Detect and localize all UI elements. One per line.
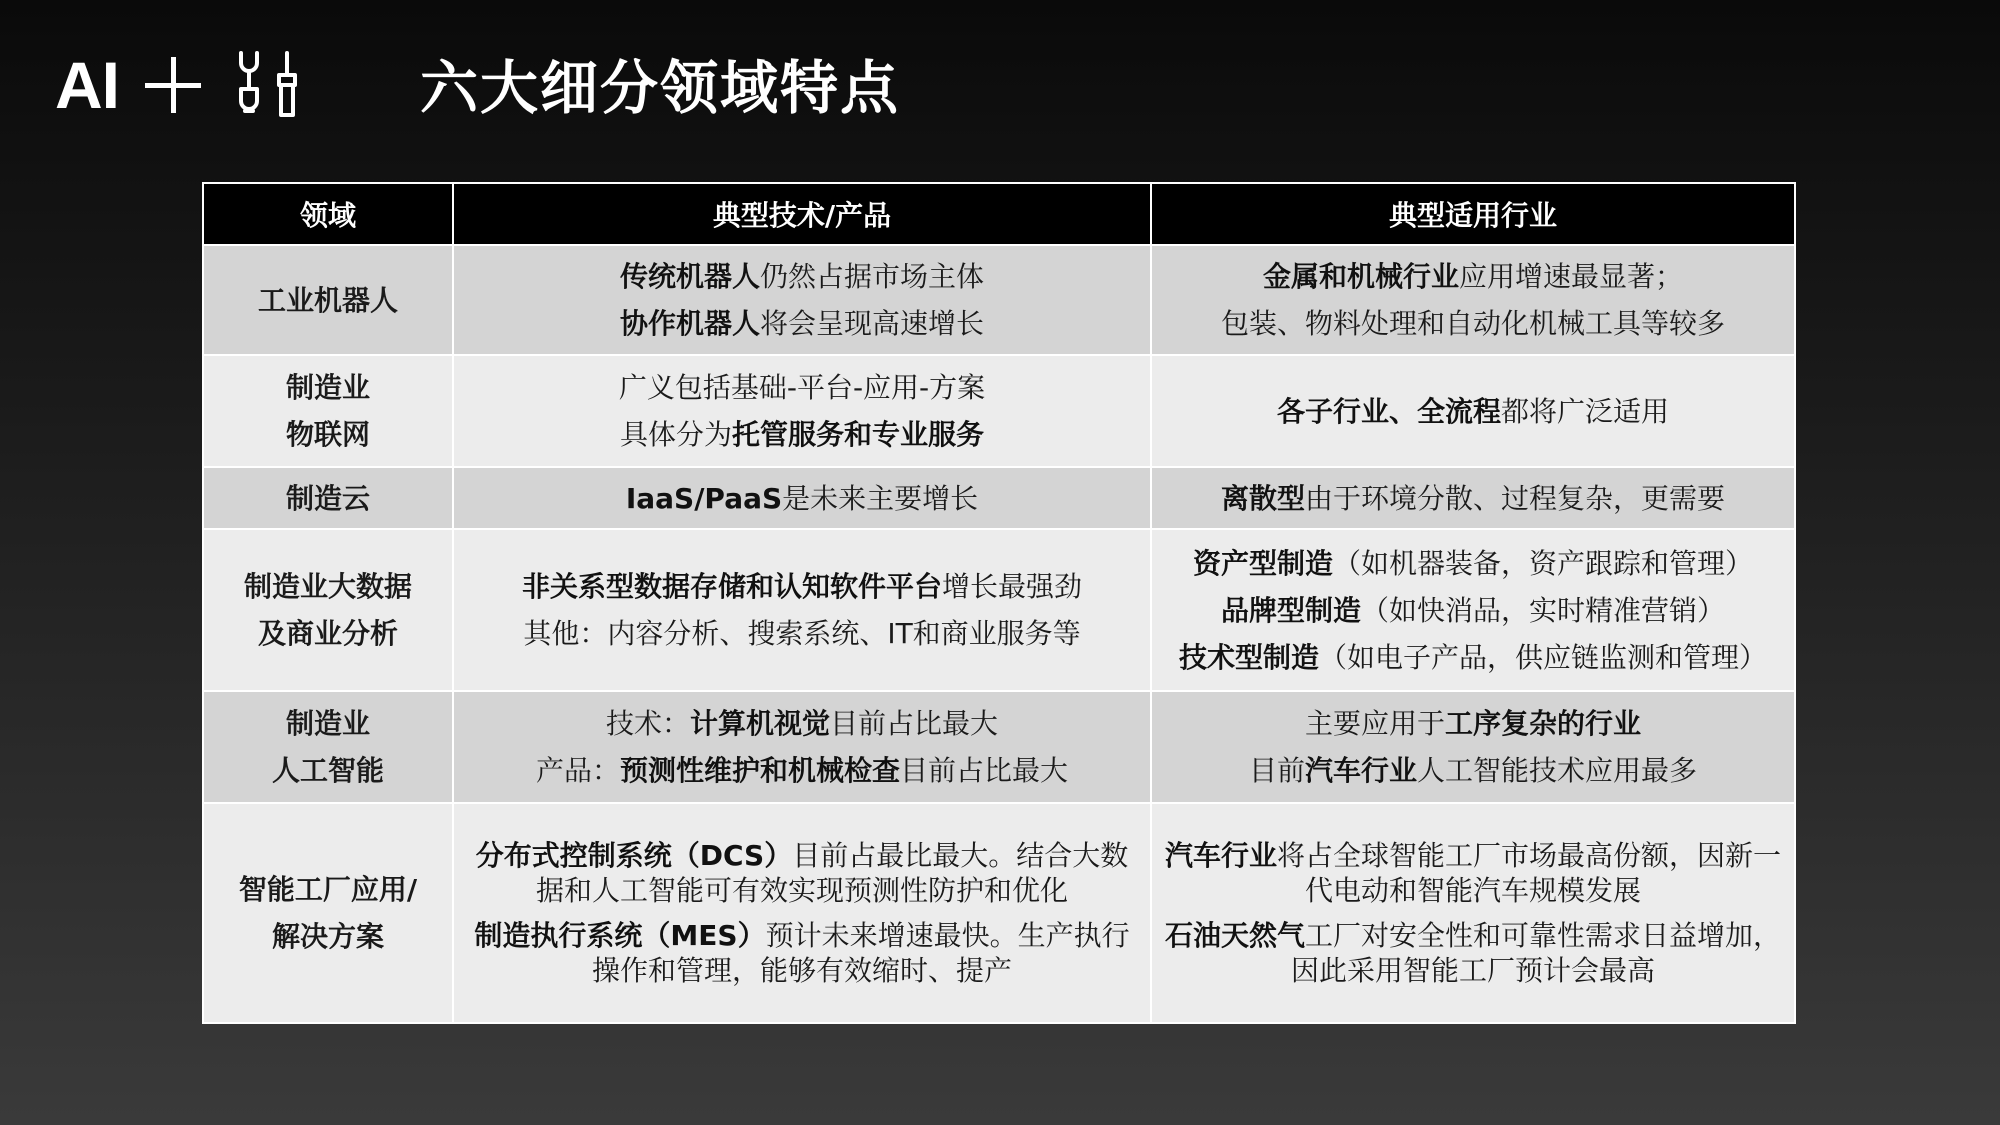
domain-line: 人工智能 — [271, 754, 384, 787]
body-text: 目前占最比最大。结合大数据和人工智能可有效实现预测性防护和优化 — [535, 839, 1129, 907]
ai-tools-logo — [55, 45, 309, 125]
body-text: 预计未来增速最快。生产执行操作和管理，能够有效缩时、提产 — [591, 919, 1130, 987]
tech-line — [466, 918, 1138, 988]
domain-cell — [203, 467, 453, 529]
emphasis-text: 计算机视觉 — [689, 707, 830, 740]
body-text: 人工智能技术应用最多 — [1417, 754, 1698, 787]
emphasis-text: 传统机器人 — [619, 260, 760, 293]
domain-line: 制造业大数据 — [243, 570, 412, 603]
tech-cell — [453, 245, 1151, 355]
industry-line — [1164, 700, 1782, 747]
industry-cell — [1151, 691, 1795, 803]
emphasis-text: 汽车行业 — [1304, 754, 1417, 787]
header-domain: 领域 — [203, 183, 453, 245]
industry-line — [1164, 253, 1782, 300]
tech-line — [466, 300, 1138, 347]
domain-line: 及商业分析 — [257, 617, 398, 650]
industry-cell — [1151, 355, 1795, 467]
body-text: 是未来主要增长 — [782, 481, 979, 515]
tech-cell — [453, 691, 1151, 803]
body-text: （如电子产品，供应链监测和管理） — [1319, 640, 1768, 674]
body-text: （如快消品，实时精准营销） — [1361, 593, 1726, 627]
tech-cell — [453, 467, 1151, 529]
emphasis-text: 协作机器人 — [619, 307, 760, 340]
domain-line: 制造业 — [285, 707, 370, 740]
table-row — [203, 803, 1795, 1023]
body-text: 仍然占据市场主体 — [760, 260, 985, 293]
industry-line — [1164, 300, 1782, 347]
tech-cell — [453, 529, 1151, 691]
emphasis-text: 石油天然气 — [1164, 919, 1305, 952]
body-text: 具体分为 — [619, 418, 732, 451]
tech-line — [466, 364, 1138, 411]
industry-line — [1164, 587, 1782, 634]
body-text: 其他：内容分析、搜索系统、IT和商业服务等 — [523, 617, 1081, 650]
domain-line: 解决方案 — [271, 920, 384, 953]
page-title: 六大细分领域特点 — [420, 54, 901, 122]
emphasis-text: 汽车行业 — [1164, 839, 1277, 872]
tech-line — [466, 838, 1138, 908]
body-text: （如机器装备，资产跟踪和管理） — [1333, 546, 1754, 580]
body-text: 目前 — [1248, 754, 1305, 787]
tech-line — [466, 610, 1138, 657]
industry-line — [1164, 634, 1782, 681]
industry-line — [1164, 747, 1782, 794]
emphasis-text: 离散型 — [1220, 481, 1305, 515]
emphasis-text: 品牌型制造 — [1220, 593, 1361, 627]
tech-line — [466, 700, 1138, 747]
tech-cell — [453, 355, 1151, 467]
body-text: 增长最强劲 — [942, 570, 1083, 603]
industry-line — [1164, 388, 1782, 435]
industry-cell — [1151, 529, 1795, 691]
body-text: 广义包括基础-平台-应用-方案 — [618, 371, 986, 404]
body-text: 目前占比最大 — [900, 754, 1069, 787]
industry-cell — [1151, 467, 1795, 529]
domain-cell — [203, 529, 453, 691]
body-text: 将占全球智能工厂市场最高份额，因新一代电动和智能汽车规模发展 — [1277, 839, 1782, 907]
emphasis-text: 技术型制造 — [1178, 640, 1319, 674]
tech-line — [466, 747, 1138, 794]
body-text: 将会呈现高速增长 — [760, 307, 985, 340]
tech-line — [466, 475, 1138, 522]
emphasis-text: 各子行业、全流程 — [1276, 394, 1501, 428]
emphasis-text: 托管服务和专业服务 — [732, 418, 985, 451]
domain-line: 工业机器人 — [257, 283, 398, 317]
emphasis-text: 资产型制造 — [1192, 546, 1333, 580]
industry-cell — [1151, 245, 1795, 355]
domain-line: 制造业 — [285, 371, 370, 404]
header-tech: 典型技术/产品 — [453, 183, 1151, 245]
emphasis-text: 分布式控制系统（DCS） — [475, 839, 793, 872]
domain-cell — [203, 355, 453, 467]
logo-text: AI — [55, 48, 119, 122]
industry-cell — [1151, 803, 1795, 1023]
tech-line — [466, 563, 1138, 610]
emphasis-text: 工序复杂的行业 — [1445, 707, 1642, 740]
body-text: 技术： — [605, 707, 690, 740]
tech-cell — [453, 803, 1151, 1023]
domain-cell — [203, 245, 453, 355]
wrench-screwdriver-icon — [233, 49, 309, 121]
body-text: 都将广泛适用 — [1501, 394, 1670, 428]
body-text: 工厂对安全性和可靠性需求日益增加，因此采用智能工厂预计会最高 — [1290, 919, 1782, 987]
domain-cell — [203, 691, 453, 803]
body-text: 应用增速最显著； — [1459, 260, 1684, 293]
emphasis-text: 制造执行系统（MES） — [474, 919, 766, 952]
body-text: 主要应用于 — [1304, 707, 1445, 740]
header-industry: 典型适用行业 — [1151, 183, 1795, 245]
emphasis-text: 金属和机械行业 — [1262, 260, 1459, 293]
body-text: 产品： — [535, 754, 620, 787]
body-text: 目前占比最大 — [830, 707, 999, 740]
emphasis-text: 非关系型数据存储和认知软件平台 — [521, 570, 942, 603]
body-text: 由于环境分散、过程复杂，更需要 — [1305, 481, 1726, 515]
table-row — [203, 529, 1795, 691]
emphasis-text: IaaS/PaaS — [625, 481, 783, 515]
domain-cell — [203, 803, 453, 1023]
plus-icon — [145, 57, 201, 113]
table-row — [203, 355, 1795, 467]
industry-line — [1164, 475, 1782, 522]
domain-line: 物联网 — [285, 418, 370, 451]
emphasis-text: 预测性维护和机械检查 — [619, 754, 900, 787]
body-text: 包装、物料处理和自动化机械工具等较多 — [1220, 307, 1725, 340]
domain-line: 制造云 — [285, 481, 370, 515]
industry-line — [1164, 918, 1782, 988]
table-row — [203, 691, 1795, 803]
industry-line — [1164, 838, 1782, 908]
table-row — [203, 467, 1795, 529]
tech-line — [466, 411, 1138, 458]
table-header-row — [203, 183, 1795, 245]
segments-table — [202, 182, 1794, 1024]
industry-line — [1164, 540, 1782, 587]
domain-line: 智能工厂应用/ — [238, 873, 418, 906]
table-row — [203, 245, 1795, 355]
tech-line — [466, 253, 1138, 300]
